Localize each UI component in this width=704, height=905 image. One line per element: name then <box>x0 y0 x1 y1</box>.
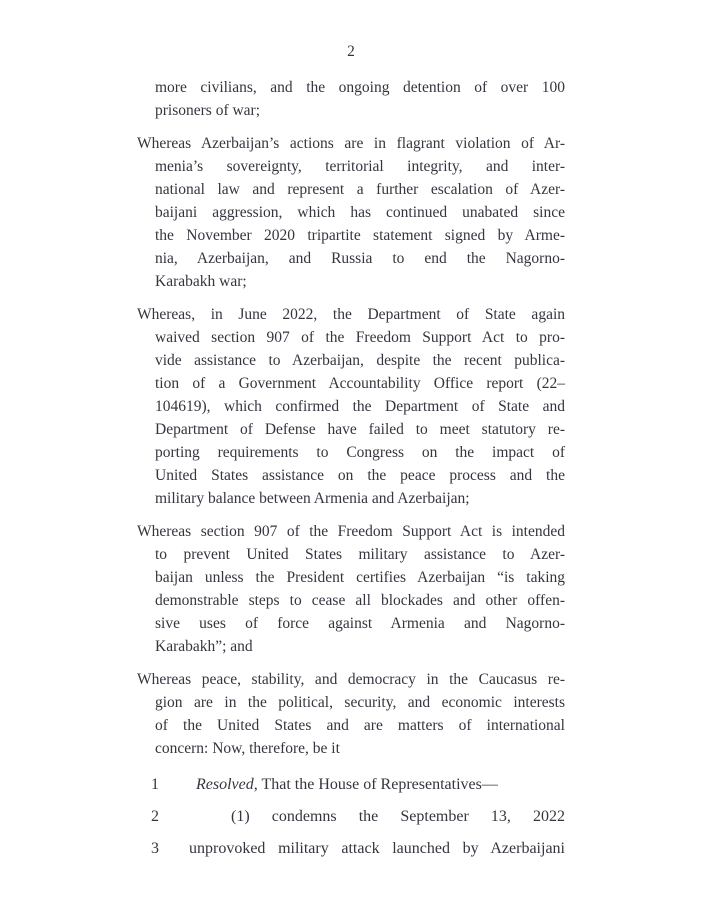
text-line: 104619), which confirmed the Department of State and <box>155 398 565 415</box>
text-line: baijani aggression, which has continued unabated since <box>155 204 565 221</box>
text-line: baijan unless the President certifies Azerbaijan “is taking <box>155 569 565 586</box>
text-line: demonstrable steps to cease all blockades and other offen- <box>155 592 565 609</box>
text-line: vide assistance to Azerbaijan, despite the recent publica- <box>155 352 565 369</box>
text-line: of the United States and are matters of international <box>155 717 565 734</box>
text-line: Karabakh”; and <box>155 638 253 655</box>
text-line: Department of Defense have failed to meet statutory re- <box>155 421 565 438</box>
text-line: Whereas, in June 2022, the Department of State again <box>137 306 565 323</box>
whereas-paragraph <box>137 668 565 760</box>
text-line: nia, Azerbaijan, and Russia to end the Nagorno- <box>155 250 565 267</box>
whereas-paragraph <box>137 132 565 293</box>
text-line: military balance between Armenia and Azerbaijan; <box>155 490 470 507</box>
resolution-segment: unprovoked military attack launched by Azerbaijani <box>189 840 565 857</box>
text-line: Whereas Azerbaijan’s actions are in flagrant violation of Ar- <box>137 135 565 152</box>
text-line: Karabakh war; <box>155 273 247 290</box>
resolution-section <box>137 773 565 861</box>
resolution-segment: (1) condemns the September 13, 2022 <box>231 808 565 825</box>
text-line: to prevent United States military assistance to Azer- <box>155 546 565 563</box>
resolution-row <box>137 837 565 861</box>
resolution-text <box>189 773 565 797</box>
text-line: Whereas peace, stability, and democracy in the Caucasus re- <box>137 671 565 688</box>
whereas-paragraph <box>137 303 565 510</box>
text-line: United States assistance on the peace process and the <box>155 467 565 484</box>
text-line: gion are in the political, security, and economic interests <box>155 694 565 711</box>
whereas-paragraph <box>137 520 565 658</box>
resolution-row <box>137 805 565 829</box>
resolution-segment: That the House of Representatives— <box>257 776 498 793</box>
whereas-section <box>137 76 565 760</box>
text-line: prisoners of war; <box>155 102 261 119</box>
text-line: sive uses of force against Armenia and Nagorno- <box>155 615 565 632</box>
text-line: more civilians, and the ongoing detention of over 100 <box>155 79 565 96</box>
text-line: Whereas section 907 of the Freedom Support Act is intended <box>137 523 565 540</box>
resolution-row <box>137 773 565 797</box>
page-content <box>137 76 565 861</box>
text-line: porting requirements to Congress on the impact of <box>155 444 565 461</box>
text-line: tion of a Government Accountability Office report (22– <box>155 375 565 392</box>
text-line: waived section 907 of the Freedom Support Act to pro- <box>155 329 565 346</box>
paragraph-continuation <box>137 76 565 122</box>
line-number: 3 <box>151 840 159 857</box>
text-line: menia’s sovereignty, territorial integrity, and inter- <box>155 158 565 175</box>
text-line: concern: Now, therefore, be it <box>155 740 340 757</box>
resolved-keyword: Resolved, <box>196 776 258 793</box>
line-number: 2 <box>151 808 159 825</box>
page-number: 2 <box>347 43 355 60</box>
line-number: 1 <box>151 776 159 793</box>
text-line: national law and represent a further escalation of Azer- <box>155 181 565 198</box>
resolution-text <box>189 837 565 861</box>
resolution-text <box>189 805 565 829</box>
text-line: the November 2020 tripartite statement signed by Arme- <box>155 227 565 244</box>
